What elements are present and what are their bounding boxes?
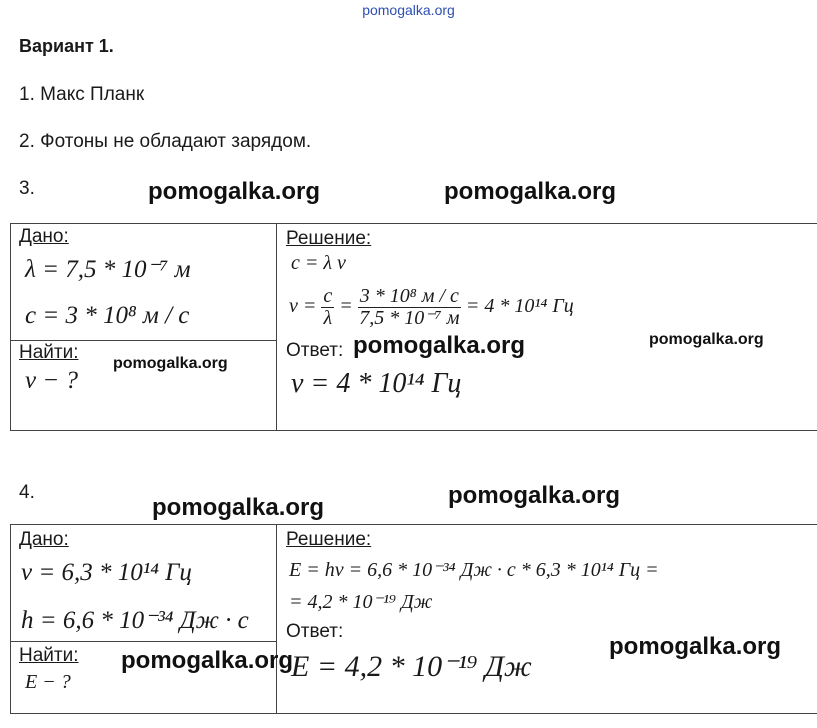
fraction-values: [358, 286, 461, 329]
watermark: pomogalka.org: [649, 331, 764, 348]
solution-label: Решение:: [286, 228, 372, 249]
watermark: pomogalka.org: [609, 633, 782, 660]
watermark: pomogalka.org: [444, 178, 617, 205]
table-divider: [276, 525, 277, 713]
watermark: pomogalka.org: [113, 355, 228, 372]
top-watermark: pomogalka.org: [362, 2, 455, 18]
fraction-numerator: c: [323, 285, 333, 307]
given-label: Дано:: [19, 529, 69, 550]
solution-calculation: [289, 286, 574, 329]
fraction-c-over-lambda: [321, 286, 334, 329]
watermark: pomogalka.org: [353, 332, 526, 359]
given-label: Дано:: [19, 226, 69, 247]
watermark: pomogalka.org: [148, 178, 321, 205]
solution-calculation: E = hν = 6,6 * 10⁻³⁴ Дж · с * 6,3 * 10¹⁴ Гц =: [289, 559, 659, 581]
answer-1: 1. Макс Планк: [19, 84, 145, 105]
answer-value: ν = 4 * 10¹⁴ Гц: [291, 368, 462, 399]
watermark: pomogalka.org: [152, 494, 325, 521]
fraction-numerator: 3 * 10⁸ м / с: [359, 285, 459, 307]
watermark: pomogalka.org: [448, 482, 621, 509]
fraction-denominator: 7,5 * 10⁻⁷ м: [359, 307, 460, 329]
solution-label: Решение:: [286, 529, 372, 550]
find-label: Найти:: [19, 342, 79, 363]
given-speed-of-light: c = 3 * 10⁸ м / с: [25, 302, 190, 329]
equation-left: ν =: [289, 295, 317, 318]
given-planck-constant: h = 6,6 * 10⁻³⁴ Дж · с: [21, 607, 249, 634]
find-energy: E − ?: [25, 671, 71, 693]
equation-result: = 4 * 10¹⁴ Гц: [465, 295, 574, 318]
task-4-table: [10, 524, 817, 714]
given-frequency: ν = 6,3 * 10¹⁴ Гц: [21, 559, 192, 586]
table-divider: [11, 340, 276, 341]
answer-value: E = 4,2 * 10⁻¹⁹ Дж: [291, 650, 532, 683]
given-wavelength: λ = 7,5 * 10⁻⁷ м: [25, 256, 191, 283]
equals-sign: =: [339, 295, 353, 318]
solution-result: = 4,2 * 10⁻¹⁹ Дж: [289, 591, 433, 613]
table-divider: [276, 224, 277, 430]
watermark: pomogalka.org: [121, 647, 294, 674]
task-4-number: 4.: [19, 482, 35, 503]
table-divider: [11, 641, 276, 642]
solution-formula: c = λ ν: [291, 252, 346, 274]
answer-2: 2. Фотоны не обладают зарядом.: [19, 131, 312, 152]
task-3-number: 3.: [19, 178, 35, 199]
find-frequency: ν − ?: [25, 367, 78, 394]
task-3-table: [10, 223, 817, 431]
fraction-denominator: λ: [323, 307, 333, 329]
answer-label: Ответ:: [286, 621, 344, 642]
answer-label: Ответ:: [286, 340, 344, 361]
variant-title: Вариант 1.: [19, 36, 114, 56]
find-label: Найти:: [19, 645, 79, 666]
